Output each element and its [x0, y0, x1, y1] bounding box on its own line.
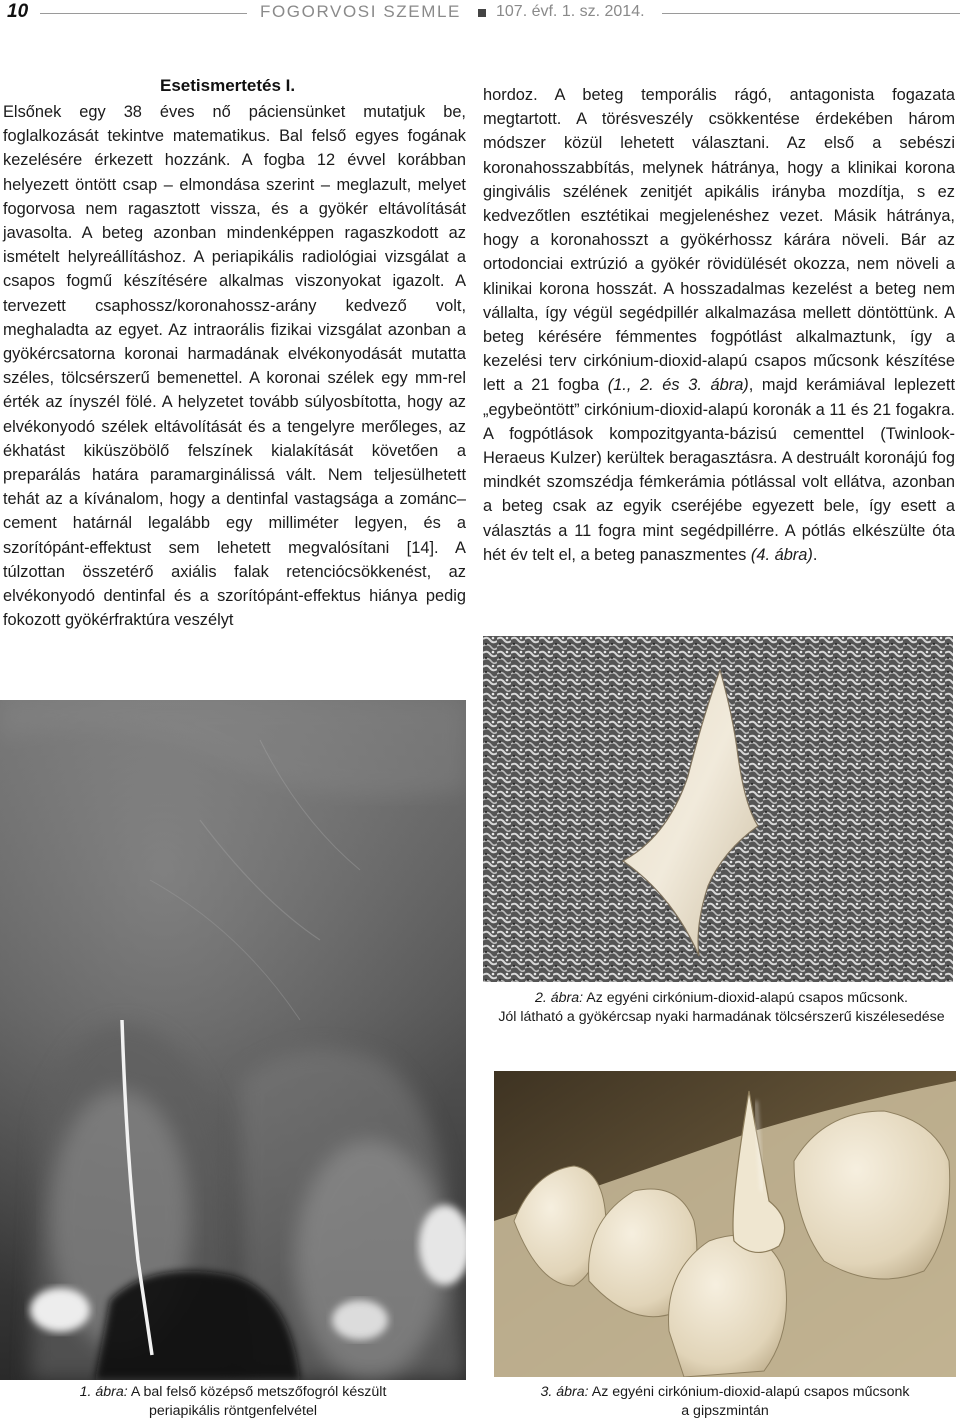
text-segment: hordoz. A beteg temporális rágó, antagonista fogazata megtartott. A törésveszély csökkentése érdekében három módszer közül lehetett választani. Az első a sebészi koronahosszabbítás, melynek hátránya, hogy a klinikai korona gingivális szélének zenitjét apikális irányba mozdítja, s ez kedvezőtlen esztétikai megjelenéshez vezet. Másik hátránya, hogy a koronahosszt a gyökérhossz kárára növeli. Bár az ortodonciai extrúzió a gyökér rövidülését okozza, nem növeli a klinikai korona hosszát. A hosszadalmas kezelést a beteg nem vállalta, így végül segédpillér alkalmazása mellett döntöttünk. A beteg kérésére fémmentes fogpótlást alkalmaztunk, így a kezelési terv cirkónium-dioxid-alapú csapos műcsonk készítése lett a 21 fogba: [483, 86, 955, 395]
figure-3-caption: [494, 1383, 956, 1421]
body-paragraph: [483, 83, 955, 567]
text-segment: , majd kerámiával leplezett „egybeöntött” cirkónium-dioxid-alapú koronák a 11 és 21 fogakra. A fogpótlások kompozitgyanta-bázisú cementtel (Twinlook-Heraeus Kulzer) kerültek beragasztásra. A destruált koronájú fog mindkét szomszédja fémkerámia pótlással volt ellátva, azonban a beteg csak az egyik cseréjébe egyezett bele, így esett a választás a 11 fogra mint segédpillérre. A pótlás elkészülte óta hét év telt el, a beteg panaszmentes: [483, 376, 955, 564]
figure-reference: (1., 2. és 3. ábra): [607, 376, 749, 395]
caption-text: Jól látható a gyökércsap nyaki harmadának tölcsérszerű kiszélesedése: [498, 1009, 945, 1025]
page-header: [0, 0, 960, 30]
caption-text: a gipszmintán: [681, 1403, 769, 1419]
issue-info: 107. évf. 1. sz. 2014.: [496, 3, 645, 20]
plaster-model-image: [494, 1071, 956, 1377]
figure-label: 2. ábra:: [534, 990, 584, 1006]
radiograph-image: [0, 700, 466, 1380]
caption-text: A bal felső középső metszőfogról készült: [127, 1384, 387, 1400]
header-rule-right: [662, 13, 960, 14]
figure-2-zirconia-post: [483, 636, 953, 982]
caption-text: periapikális röntgenfelvétel: [149, 1403, 317, 1419]
figure-reference: (4. ábra): [750, 545, 813, 564]
page-number: 10: [7, 1, 29, 22]
right-column: [483, 83, 955, 567]
left-column: [3, 100, 466, 632]
header-square-bullet: [478, 9, 486, 17]
figure-label: 3. ábra:: [540, 1384, 589, 1400]
caption-text: Az egyéni cirkónium-dioxid-alapú csapos műcsonk: [588, 1384, 910, 1400]
caption-text: Az egyéni cirkónium-dioxid-alapú csapos műcsonk.: [583, 990, 909, 1006]
figure-1-radiograph: [0, 700, 466, 1380]
figure-1-caption: [0, 1383, 466, 1421]
section-title: Esetismertetés I.: [160, 76, 296, 95]
figure-2-caption: [483, 989, 960, 1027]
journal-title: FOGORVOSI SZEMLE: [260, 2, 461, 21]
text-segment: .: [812, 545, 818, 564]
figure-label: 1. ábra:: [79, 1384, 128, 1400]
body-paragraph: Elsőnek egy 38 éves nő páciensünket mutatjuk be, foglalkozását tekintve matematikus. Bal felső egyes fogának kezelésére érkezett hozzánk. A fogba 12 évvel korábban helyezett öntött csap – elmondása szerint – meglazult, melyet fogorvosa nem ragasztott vissza, és a gyökér eltávolítását javasolta. A beteg azonban mindenképpen ragaszkodott az ismételt helyreállításhoz. A periapikális radiológiai vizsgálat a csapos fogmű készítésére alkalmas viszonyokat igazolt. A tervezett csaphossz/koronahossz-arány kedvező volt, meghaladta az egyet. Az intraorális fizikai vizsgálat azonban a gyökércsatorna koronai harmadának elvékonyodását mutatta széles, tölcsérszerű bemenettel. A koronai szélek egy mm-rel érték az ínyszél fölé. A helyzetet tovább súlyosbította, hogy az elvékonyodó szélek eltávolítását és a tengelyre merőleges, az ékhatást kiküszöbölő felszínek kialakítását követően a preparálás határa paramarginálissá vált. Nem teljesülhetett tehát az a kívánalom, hogy a dentinfal vastagsága a zománc–cement határnál legalább egy milliméter legyen, és a szorítópánt-effektust sem lehetett megvalósítani [14]. A túlzottan összetérő axiális falak retenciócsökkenést, az elvékonyodó dentinfal és a szorítópánt-effektus hiánya pedig fokozott gyökérfraktúra veszélyt: [3, 103, 466, 630]
header-rule-left: [40, 13, 247, 14]
figure-3-post-on-model: [494, 1071, 956, 1377]
zirconia-post-image: [483, 636, 953, 982]
